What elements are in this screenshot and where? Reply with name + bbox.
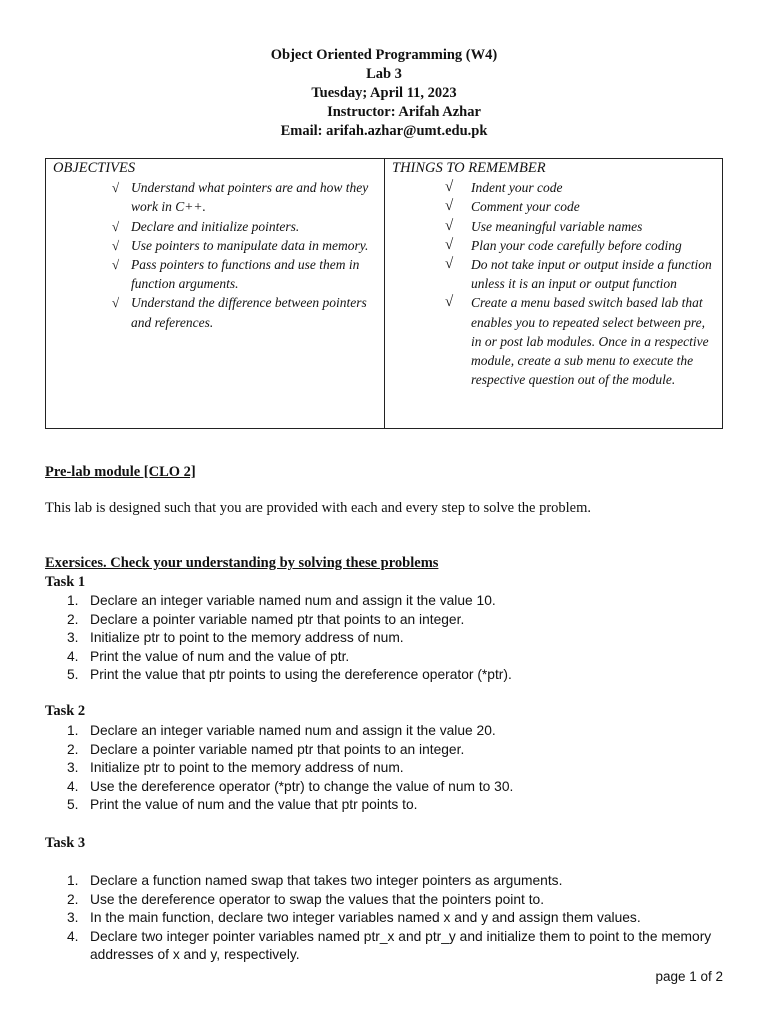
objectives-table xyxy=(45,158,723,429)
check-icon: √ xyxy=(445,256,454,273)
prelab-text: This lab is designed such that you are provided with each and every step to solve the problem. xyxy=(45,500,592,516)
check-icon: √ xyxy=(445,198,454,215)
remember-title: THINGS TO REMEMBER xyxy=(392,160,546,176)
check-icon: √ xyxy=(445,294,454,311)
list-item: 5. Print the value of num and the value that ptr points to. xyxy=(67,797,418,813)
remember-item: √ Do not take input or output inside a function unless it is an input or output function xyxy=(445,256,712,292)
objective-item: √ Understand what pointers are and how they work in C++. xyxy=(112,180,369,215)
instructor-email: Email: arifah.azhar@umt.edu.pk xyxy=(280,123,488,139)
check-icon: √ xyxy=(445,179,454,196)
list-item: 3. Initialize ptr to point to the memory address of num. xyxy=(67,630,404,646)
instructor-name: Instructor: Arifah Azhar xyxy=(327,104,481,120)
list-item: 2. Declare a pointer variable named ptr that points to an integer. xyxy=(67,741,465,757)
remember-item: √ Comment your code xyxy=(445,197,722,216)
lab-date: Tuesday; April 11, 2023 xyxy=(311,85,457,101)
list-item: 4. Use the dereference operator (*ptr) to change the value of num to 30. xyxy=(67,778,514,794)
check-icon: √ xyxy=(112,180,120,196)
objective-item: √ Declare and initialize pointers. xyxy=(112,217,384,236)
check-icon: √ xyxy=(112,218,120,234)
check-icon: √ xyxy=(445,217,454,234)
objectives-list xyxy=(46,178,384,332)
objective-item: √ Pass pointers to functions and use them in function arguments. xyxy=(112,257,360,292)
lab-number: Lab 3 xyxy=(366,66,402,82)
objective-item: √ Understand the difference between pointers and references. xyxy=(112,295,367,330)
list-item: 5. Print the value that ptr points to using the dereference operator (*ptr). xyxy=(67,667,512,683)
check-icon: √ xyxy=(112,237,120,253)
page-number: page 1 of 2 xyxy=(655,969,723,984)
list-item: 1. Declare a function named swap that takes two integer pointers as arguments. xyxy=(67,873,563,888)
list-item: 4. Declare two integer pointer variables named ptr_x and ptr_y and initialize them to point to the memory addresses of x and y, respectively. xyxy=(67,928,712,963)
remember-item: √ Indent your code xyxy=(445,178,722,197)
list-item: 2. Declare a pointer variable named ptr that points to an integer. xyxy=(67,611,465,627)
list-item: 3. In the main function, declare two integer variables named x and y and assign them values. xyxy=(67,910,641,926)
objective-item: √ Use pointers to manipulate data in memory. xyxy=(112,236,384,255)
prelab-title: Pre-lab module [CLO 2] xyxy=(45,464,196,480)
task-3-title: Task 3 xyxy=(45,835,86,851)
objectives-cell xyxy=(46,159,385,429)
remember-cell xyxy=(385,159,723,429)
task-1-title: Task 1 xyxy=(45,574,86,590)
remember-item: √ Plan your code carefully before coding xyxy=(445,236,722,255)
task-2-title: Task 2 xyxy=(45,703,86,719)
task-1-steps xyxy=(45,592,735,685)
objectives-title: OBJECTIVES xyxy=(53,160,136,176)
list-item: 3. Initialize ptr to point to the memory address of num. xyxy=(67,760,404,776)
remember-list xyxy=(385,178,722,389)
exercises-title: Exersices. Check your understanding by solving these problems xyxy=(45,555,439,571)
document-header xyxy=(0,46,768,141)
check-icon: √ xyxy=(112,257,120,273)
task-3-steps xyxy=(45,872,735,965)
list-item: 1. Declare an integer variable named num and assign it the value 10. xyxy=(67,593,496,608)
list-item: 4. Print the value of num and the value of ptr. xyxy=(67,648,350,664)
task-2-steps xyxy=(45,722,735,815)
list-item: 1. Declare an integer variable named num and assign it the value 20. xyxy=(67,723,496,738)
check-icon: √ xyxy=(112,295,120,311)
check-icon: √ xyxy=(445,236,454,253)
course-title: Object Oriented Programming (W4) xyxy=(270,47,498,63)
list-item: 2. Use the dereference operator to swap the values that the pointers point to. xyxy=(67,891,545,907)
remember-item: √ Use meaningful variable names xyxy=(445,217,722,236)
remember-item: √ Create a menu based switch based lab that enables you to repeated select between pre, in or post lab modules. Once in a respective module, create a sub menu to execute the respective question out of the module. xyxy=(445,294,709,388)
